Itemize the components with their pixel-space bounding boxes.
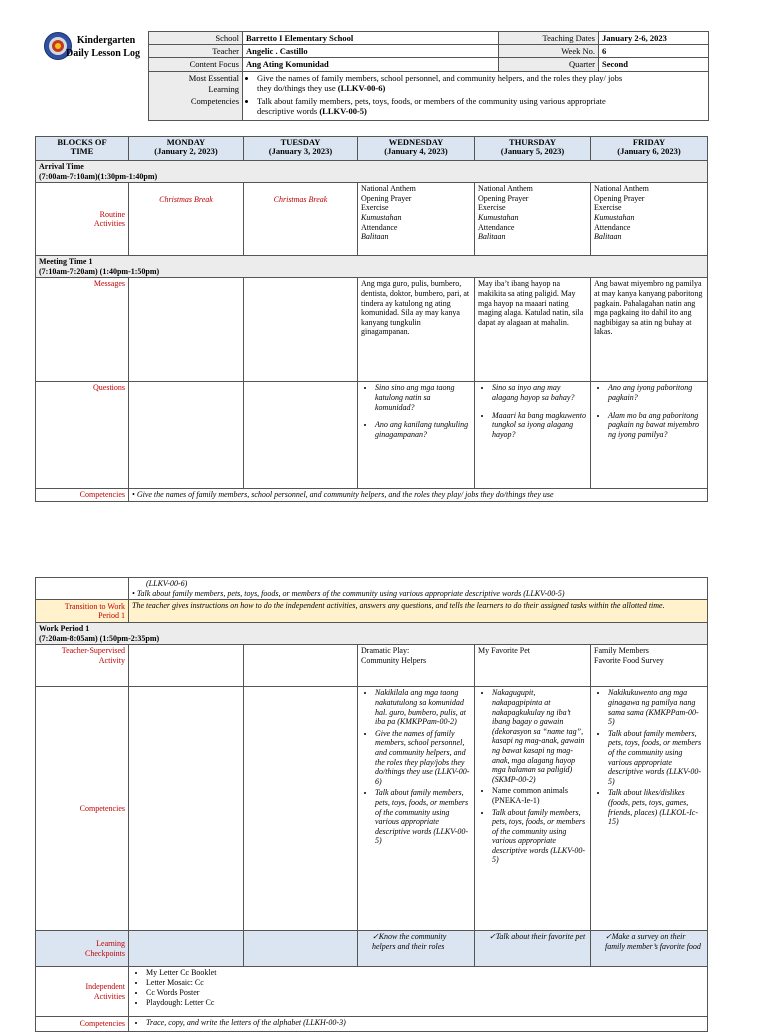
wednesday-questions: • Sino sino ang mga taong katulong natin sa komunidad? • Ano ang kanilang tungkuling ginagampanan? — [358, 382, 475, 489]
school-label: School — [149, 32, 243, 45]
thursday-header: THURSDAY (January 5, 2023) — [475, 137, 591, 161]
questions-label: Questions — [36, 382, 129, 489]
wednesday-header: WEDNESDAY (January 4, 2023) — [358, 137, 475, 161]
meeting-section-title: Meeting Time 1 (7:10am-7:20am) (1:40pm-1:50pm) — [36, 256, 708, 278]
transition-text: The teacher gives instructions on how to do the independent activities, answers any questions, and tells the learners to do their assigned tasks within the allotted time. — [129, 600, 708, 623]
dates-label: Teaching Dates — [499, 32, 599, 45]
monday-questions — [129, 382, 244, 489]
thursday-routine: National Anthem Opening Prayer Exercise Kumustahan Attendance Balitaan — [475, 183, 591, 256]
competencies-label-p2: Competencies — [36, 687, 129, 931]
monday-header: MONDAY (January 2, 2023) — [129, 137, 244, 161]
dates-value: January 2-6, 2023 — [599, 32, 709, 45]
wednesday-checkpoint: ✓ Know the community helpers and their roles — [358, 931, 475, 967]
routine-label: Routine Activities — [36, 183, 129, 256]
quarter-label: Quarter — [499, 58, 599, 71]
week-value: 6 — [599, 45, 709, 58]
doc-title-line2: Daily Lesson Log — [66, 48, 140, 59]
continued-label-cell — [36, 578, 129, 600]
messages-label: Messages — [36, 278, 129, 382]
tuesday-messages — [244, 278, 358, 382]
friday-message: Ang bawat miyembro ng pamilya at may kanya kanyang paboritong pagkain. Pahalagahan natin ang mga pagkaing ito dahil ito ang nagbibigay sa atin ng buhay at lakas. — [591, 278, 708, 382]
school-value: Barretto I Elementary School — [243, 32, 499, 45]
tuesday-questions — [244, 382, 358, 489]
doc-title-line1: Kindergarten — [76, 35, 136, 46]
wednesday-competencies: • Nakikilala ang mga taong nakatutulong sa komunidad hal. guro, bumbero, pulis, at iba pa (KMKPPam-00-2) • Give the names of family members, school personnel, and community helpers, and the roles they play/jobs they do/things they use (LLKV-00-6) • Talk about family members, pets, toys, foods, or members of the community using various appropriate descriptive words (LLKV-00-5) — [358, 687, 475, 931]
thursday-message: May iba’t ibang hayop na makikita sa ating paligid. May mga hayop na maaari nating maging alaga. Katulad natin, sila dapat ay alagaan at mahalin. — [475, 278, 591, 382]
tuesday-activity — [244, 645, 358, 687]
blocks-header: BLOCKS OF TIME — [36, 137, 129, 161]
tuesday-routine: Christmas Break — [244, 183, 358, 256]
monday-routine: Christmas Break — [129, 183, 244, 256]
competencies-text-p1: • Give the names of family members, school personnel, and community helpers, and the roles they play/ jobs they do/things they use — [129, 489, 708, 502]
header-table — [148, 31, 709, 121]
independent-activities-list: • My Letter Cc Booklet • Letter Mosaic: Cc • Cc Words Poster • Playdough: Letter Cc — [129, 967, 708, 1017]
thursday-competencies: • Nakagugupit, nakapagpipinta at nakapagkukulay ng iba’t ibang bagay o gawain (dekorasyon sa “name tag”, kasapi ng mag-anak, gawain ng bawat kasapi ng mag-anak, mga alagang hayop mga halaman sa paligid) (SKMP-00-2) • Name common animals (PNEKA-Ie-1) • Talk about family members, pets, toys, foods, or members of the community using various appropriate descriptive words (LLKV-00-5) — [475, 687, 591, 931]
teacher-value: Angelic . Castillo — [243, 45, 499, 58]
thursday-activity: My Favorite Pet — [475, 645, 591, 687]
learning-checkpoints-label: Learning Checkpoints — [36, 931, 129, 967]
tuesday-competencies — [244, 687, 358, 931]
thursday-checkpoint: ✓ Talk about their favorite pet — [475, 931, 591, 967]
week-label: Week No. — [499, 45, 599, 58]
monday-activity — [129, 645, 244, 687]
friday-activity: Family Members Favorite Food Survey — [591, 645, 708, 687]
monday-competencies — [129, 687, 244, 931]
mel-item-1: • Give the names of family members, school personnel, and community helpers, and the roles they play/ jobs they do/things they use (LLKV-00-6) — [257, 73, 705, 94]
wednesday-message: Ang mga guro, pulis, bumbero, dentista, doktor, bumbero, pari, at tindera ay katulong ng ating komunidad. Sila ay may kanya kanyang tungkulin ginagampanan. — [358, 278, 475, 382]
work-period-title: Work Period 1 (7:20am-8:05am) (1:50pm-2:35pm) — [36, 623, 708, 645]
competencies-label-p1: Competencies — [36, 489, 129, 502]
arrival-section-title: Arrival Time (7:00am-7:10am)(1:30pm-1:40pm) — [36, 161, 708, 183]
friday-questions: • Ano ang iyong paboritong pagkain? • Alam mo ba ang paboritong pagkain ng bawat miyembro ng iyong pamilya? — [591, 382, 708, 489]
thursday-questions: • Sino sa inyo ang may alagang hayop sa bahay? • Maaari ka bang magkuwento tungkol sa iyong alagang hayop? — [475, 382, 591, 489]
weekly-plan-table-page2 — [35, 577, 708, 1032]
friday-competencies: • Nakikukuwento ang mga ginagawa ng pamilya nang sama sama (KMKPPam-00-5) • Talk about family members, pets, toys, foods, or members of the community using various appropriate descriptive words (LLKV-00-5) • Talk about likes/dislikes (foods, pets, toys, games, friends, places) (LLKOL-Ic-15) — [591, 687, 708, 931]
friday-routine: National Anthem Opening Prayer Exercise Kumustahan Attendance Balitaan — [591, 183, 708, 256]
wednesday-routine: National Anthem Opening Prayer Exercise Kumustahan Attendance Balitaan — [358, 183, 475, 256]
monday-messages — [129, 278, 244, 382]
friday-header: FRIDAY (January 6, 2023) — [591, 137, 708, 161]
friday-checkpoint: ✓ Make a survey on their family member’s favorite food — [591, 931, 708, 967]
competencies-label-p2-bottom: Competencies — [36, 1017, 129, 1032]
independent-activities-label: Independent Activities — [36, 967, 129, 1017]
wednesday-activity: Dramatic Play: Community Helpers — [358, 645, 475, 687]
transition-label: Transition to Work Period 1 — [36, 600, 129, 623]
focus-value: Ang Ating Komunidad — [243, 58, 499, 71]
tuesday-checkpoint — [244, 931, 358, 967]
teacher-label: Teacher — [149, 45, 243, 58]
teacher-supervised-label: Teacher-Supervised Activity — [36, 645, 129, 687]
weekly-plan-table-page1 — [35, 136, 708, 502]
focus-label: Content Focus — [149, 58, 243, 71]
tuesday-header: TUESDAY (January 3, 2023) — [244, 137, 358, 161]
continued-competencies: (LLKV-00-6) • Talk about family members, pets, toys, foods, or members of the community using various appropriate descriptive words (LLKV-00-5) — [129, 578, 708, 600]
mel-label: Most Essential Learning Competencies — [149, 71, 243, 121]
mel-item-2: • Talk about family members, pets, toys, foods, or members of the community using various appropriate descriptive words (LLKV-00-5) — [257, 96, 705, 117]
monday-checkpoint — [129, 931, 244, 967]
competencies-text-p2-bottom: • Trace, copy, and write the letters of the alphabet (LLKH-00-3) — [129, 1017, 708, 1032]
quarter-value: Second — [599, 58, 709, 71]
